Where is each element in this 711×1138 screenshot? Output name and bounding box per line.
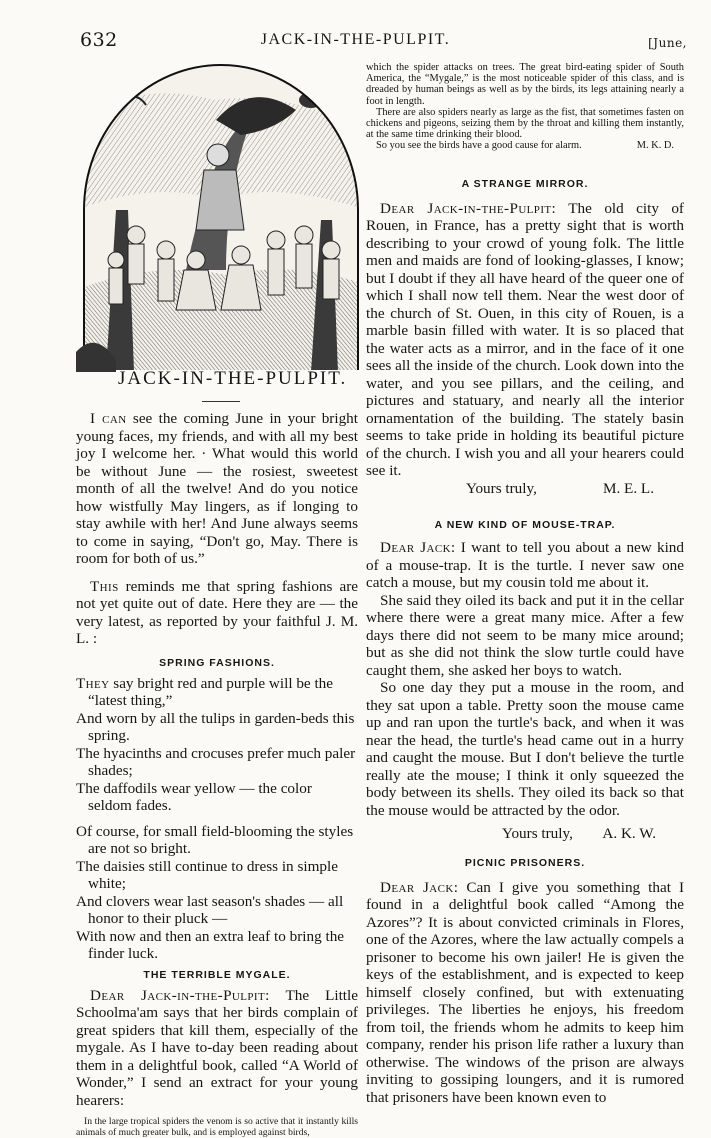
poem-line: With now and then an extra leaf to bring the finder luck. xyxy=(76,927,345,962)
mirror-text: The old city of Rouen, in France, has a pretty sight that is worth describing to your crowd of young folk. The little men and maids are fond of looking-glasses, I know; but I doubt if they all have heard of the queer one of which I shall now tell them. Near the west door of the church of St. Ouen, in this city of Rouen, is a marble basin filled with water. It is so placed that the water acts as a mirror, and in the face of it one sees all the inside of the church. Look down into the water, and you see pillars, and the ceiling, and pictures and statuary, and nearly all the interior ornamentation of the building. The stately basin seems to take pride in holding its beautiful picture of the church. I wish you and all your hearers could see it. xyxy=(366,199,684,480)
picnic-paragraph: Dear Jack: Can I give you something that I found in a delightful book called “Among the Azores”? It is about convicted criminals in Flores, one of the Azores, where the law actually compels a prisoner to become his own jailer! He is given the keys of the establishment, and is expected to keep himself closely confined, but with extenuating privileges. The liberties he enjoys, his freedom from toil, the friends whom he admits to keep him company, render his prison life rather a luxury than otherwise. The windows of the prison are always inviting to gossiping loungers, and it is rumored that prisoners have been known even to xyxy=(366,878,685,1106)
mirror-signoff: Yours truly, M. E. L. xyxy=(466,479,654,497)
intro-text: see the coming June in your bright young faces, my friends, and with all my best joy I welcome her. · What would this world be without June — the rosiest, sweetest month of all the twelve! And do you notice how wistfully May lingers, as if longing to stay awhile with her! And June always seems to come in saying, “Don't go, May. There is room for both of us.” xyxy=(76,410,358,567)
poem-stanza-1 xyxy=(76,675,358,815)
picnic-lead: Dear Jack: xyxy=(380,878,459,896)
running-month: [June, xyxy=(648,36,687,50)
extract-closing: So you see the birds have a good cause for alarm. xyxy=(376,140,582,152)
poem-line: Of course, for small field-blooming the styles are not so bright. xyxy=(76,822,354,857)
engraving-illustration xyxy=(76,60,366,372)
poem-line: The daisies still continue to dress in simple white; xyxy=(76,857,338,892)
mirror-signature: M. E. L. xyxy=(602,479,654,497)
mouse-heading: A NEW KIND OF MOUSE-TRAP. xyxy=(434,519,616,532)
extract-continuation: which the spider attacks on trees. The great bird-eating spider of South America, the “Mygale,” is the most noticeable spider of this class, and is dreaded by human beings as well as by the birds, its legs attaining nearly a foot in length. There are also spiders nearly as large as the fist, that sometimes fasten on chickens and pigeons, seizing them by the throat and killing them instantly, at the same time drinking their blood. So you see the birds have a good cause for alarm. M. K. D. xyxy=(366,62,684,152)
picnic-heading: PICNIC PRISONERS. xyxy=(464,856,586,869)
poem-line: They say bright red and purple will be the “latest thing,” xyxy=(76,674,334,709)
poem-stanza-2 xyxy=(76,823,358,963)
remind-paragraph xyxy=(76,578,358,648)
masthead-title: JACK-IN-THE-PULPIT. xyxy=(118,368,348,389)
fashions-heading: SPRING FASHIONS. xyxy=(159,656,275,669)
running-title: JACK-IN-THE-PULPIT. xyxy=(260,31,451,48)
intro-paragraph xyxy=(76,410,358,568)
mouse-paragraph-2: She said they oiled its back and put it in the cellar where there were a great many mice. After a few days there did not seem to be many mice around; but as she did not think the slow turtle could have caught them, she asked her boys to watch. xyxy=(366,591,684,679)
remind-lead: This xyxy=(90,577,119,595)
mouse-paragraph-1: Dear Jack: I want to tell you about a new kind of a mouse-trap. It is the turtle. I never saw one catch a mouse, but my cousin told me about it. xyxy=(366,539,684,592)
mouse-signature: A. K. W. xyxy=(602,825,656,843)
poem-line: The hyacinths and crocuses prefer much paler shades; xyxy=(76,744,356,779)
mirror-heading: A STRANGE MIRROR. xyxy=(461,177,589,190)
poem-lead: They xyxy=(76,674,110,692)
poem-line: The daffodils wear yellow — the color seldom fades. xyxy=(76,779,312,814)
mygale-text: The Little Schoolma'am says that her birds complain of great spiders that kill them, especially of the mygale. As I have to-day been reading about them in a delightful book, called “A World of Wonder,” I send an extract for your young hearers: xyxy=(76,986,358,1109)
mygale-lead: Dear Jack-in-the-Pulpit: xyxy=(90,986,270,1004)
mirror-lead: Dear Jack-in-the-Pulpit: xyxy=(380,199,557,217)
left-column xyxy=(76,410,358,1138)
mirror-paragraph xyxy=(366,200,684,480)
mygale-paragraph xyxy=(76,987,358,1110)
poem-line: And clovers wear last season's shades — all honor to their pluck — xyxy=(76,892,344,927)
right-column xyxy=(366,62,684,1106)
mouse-signoff: Yours truly, A. K. W. xyxy=(502,825,656,843)
extract-signature: M. K. D. xyxy=(636,140,674,152)
page-number: 632 xyxy=(80,29,118,51)
mouse-paragraph-3: So one day they put a mouse in the room, and they sat upon a table. Pretty soon the mouse came up and ran upon the turtle's back, and when it was near the head, the turtle's head came out in a hurry and caught the mouse. But I don't believe the turtle really ate the mouse; I think it only squeezed the body between its shells. They oiled its back so that the mouse would be attracted by the odor. xyxy=(366,679,684,819)
mygale-heading: THE TERRIBLE MYGALE. xyxy=(143,968,291,981)
extract-footnote: In the large tropical spiders the venom is so active that it instantly kills animals of much greater bulk, and is employed against birds, xyxy=(76,1116,358,1138)
remind-text: reminds me that spring fashions are not yet quite out of date. Here they are — the very latest, as reported by your faithful J. M. L. : xyxy=(76,577,358,647)
intro-lead: I can xyxy=(90,410,127,427)
mouse-lead: Dear Jack: xyxy=(380,539,456,557)
masthead-rule xyxy=(202,401,240,402)
poem-line: And worn by all the tulips in garden-beds this spring. xyxy=(76,709,355,744)
